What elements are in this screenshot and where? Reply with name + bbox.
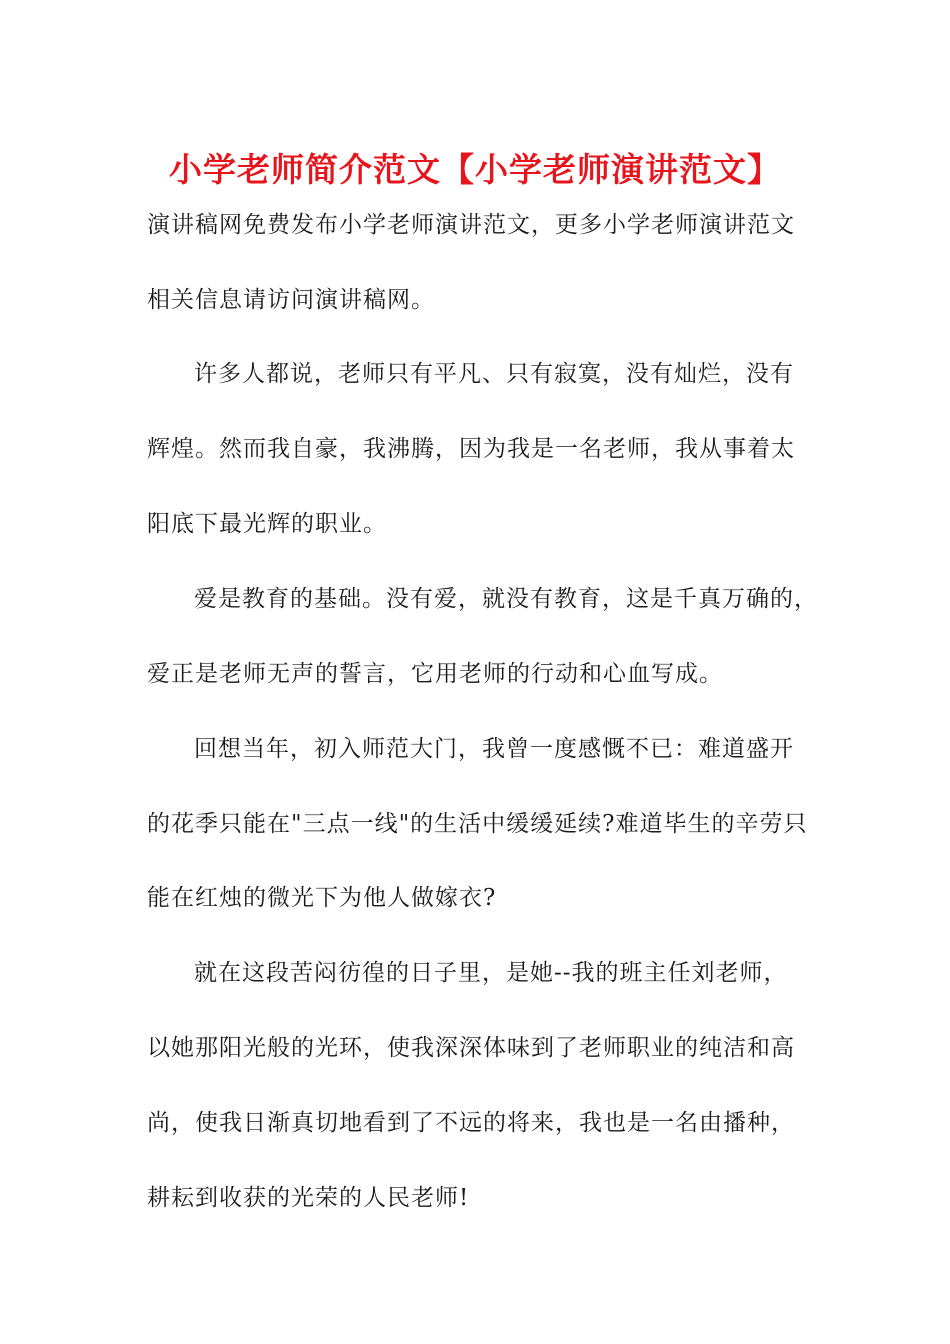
- paragraph-line: 许多人都说，老师只有平凡、只有寂寞，没有灿烂，没有: [194, 361, 794, 387]
- paragraph-line: 阳底下最光辉的职业。: [147, 511, 387, 537]
- paragraph-line: 尚，使我日渐真切地看到了不远的将来，我也是一名由播种，: [147, 1110, 795, 1136]
- paragraph-line: 爱是教育的基础。没有爱，就没有教育，这是千真万确的，: [194, 586, 818, 612]
- paragraph-line: 以她那阳光般的光环，使我深深体味到了老师职业的纯洁和高: [147, 1035, 795, 1061]
- paragraph-line: 演讲稿网免费发布小学老师演讲范文，更多小学老师演讲范文: [147, 212, 795, 238]
- paragraph-line: 回想当年，初入师范大门，我曾一度感慨不已：难道盛开: [194, 736, 794, 762]
- paragraph-line: 相关信息请访问演讲稿网。: [147, 287, 435, 313]
- paragraph-line: 能在红烛的微光下为他人做嫁衣?: [147, 885, 497, 911]
- paragraph-line: 就在这段苦闷彷徨的日子里，是她--我的班主任刘老师，: [194, 960, 788, 986]
- document-title: 小学老师简介范文【小学老师演讲范文】: [169, 150, 781, 189]
- paragraph-line: 辉煌。然而我自豪，我沸腾，因为我是一名老师，我从事着太: [147, 436, 795, 462]
- paragraph-line: 爱正是老师无声的誓言，它用老师的行动和心血写成。: [147, 661, 723, 687]
- paragraph-line: 耕耘到收获的光荣的人民老师!: [147, 1185, 470, 1211]
- paragraph-line: 的花季只能在"三点一线"的生活中缓缓延续?难道毕生的辛劳只: [147, 811, 808, 837]
